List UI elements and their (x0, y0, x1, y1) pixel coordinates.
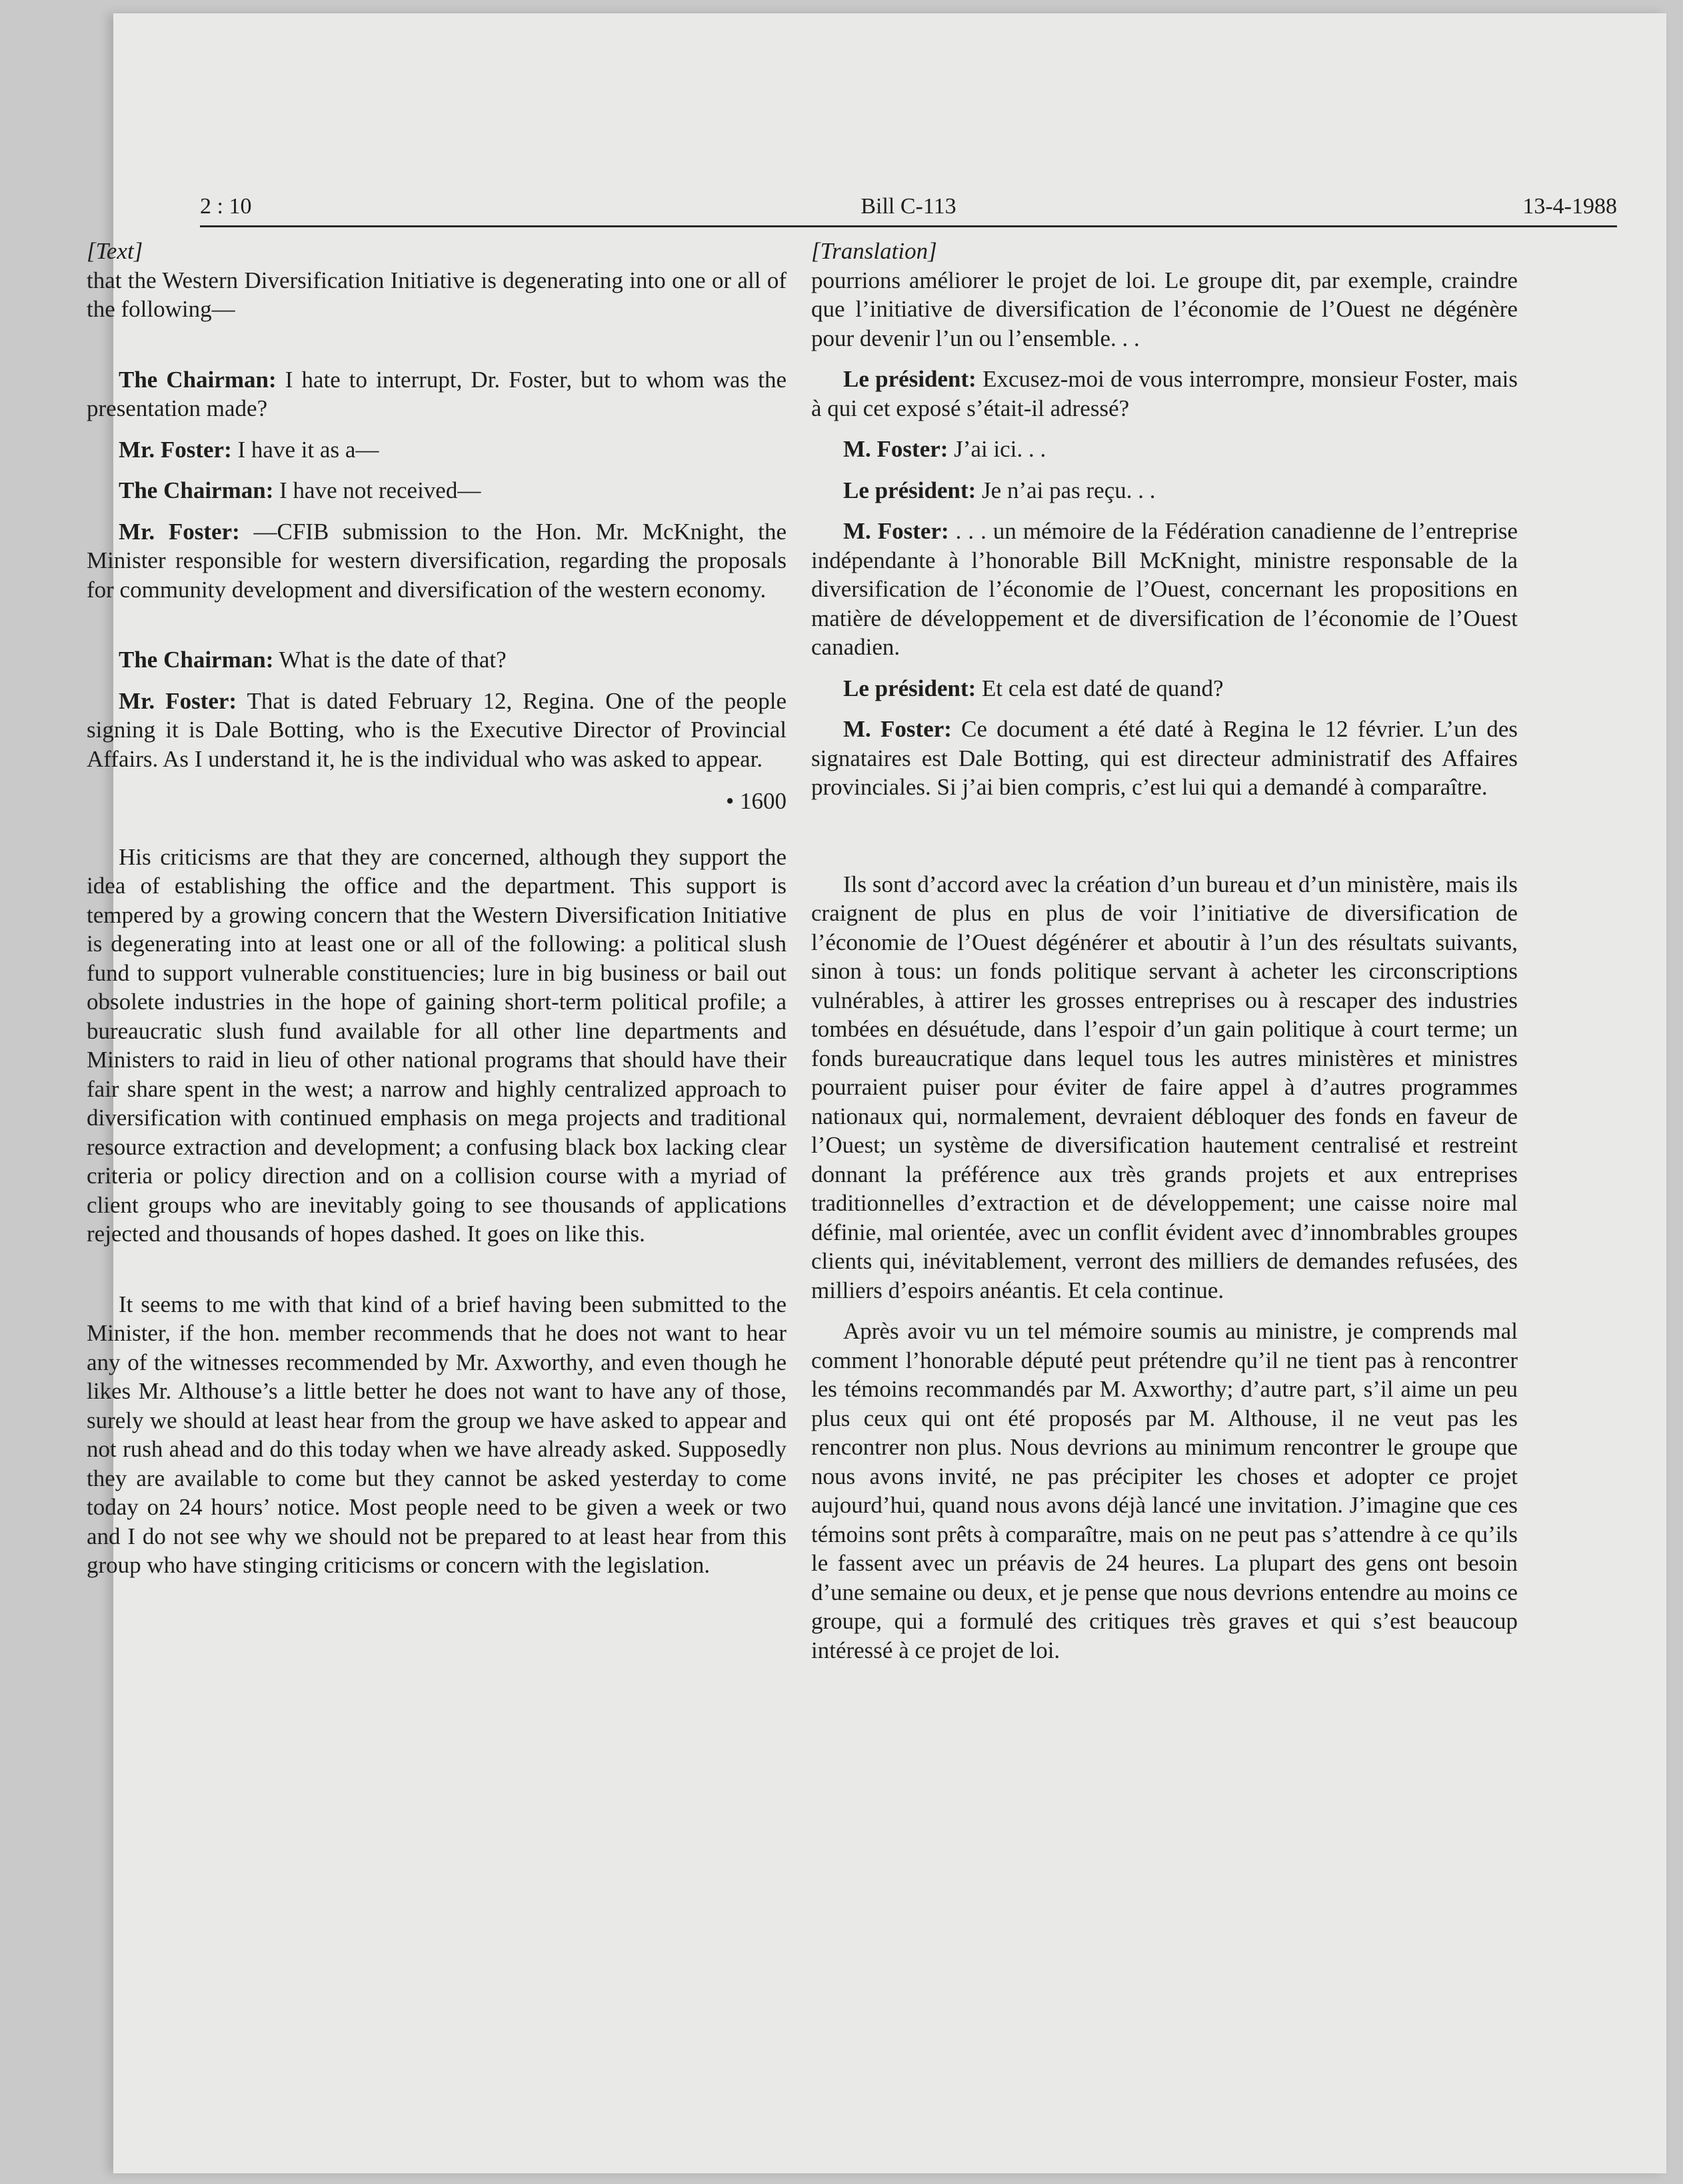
paragraph (87, 435, 787, 465)
paragraph: Après avoir vu un tel mémoire soumis au ministre, je comprends mal comment l’honorable député peut prétendre qu’il ne tient pas à rencontrer les témoins recommandés par M. Axworthy; d’autre part, s’il aime un peu plus ceux qui ont été proposés par M. Althouse, il ne veut pas les rencontrer non plus. Nous devrions au minimum rencontrer le groupe que nous avons invité, ne pas précipiter les choses et adopter ce projet aujourd’hui, quand nous avons déjà lancé une invitation. J’imagine que ces témoins sont prêts à comparaître, mais on ne peut pas s’attendre à ce qu’ils le fassent avec un préavis de 24 heures. La plupart des gens ont besoin d’une semaine ou deux, et je pense que nous devrions entendre au moins ce groupe, qui a formulé des critiques très graves et qui s’est beaucoup intéressé à ce projet de loi. (811, 1318, 1518, 1663)
speech-text: I hate to interrupt, Dr. Foster, but to whom was the presentation made? (87, 366, 787, 421)
page-header (200, 183, 1617, 223)
speech-text: What is the date of that? (273, 647, 507, 673)
speaker-name: The Chairman: (119, 366, 277, 393)
speech-text: I have it as a— (231, 436, 379, 463)
speaker-name: Mr. Foster: (119, 687, 237, 714)
speech-text: Ce document a été daté à Regina le 12 février. L’un des signataires est Dale Botting, qui est directeur administratif des Affaires provinciales. Si j’ai bien compris, c’est lui qui a demandé à comparaître. (811, 716, 1518, 800)
speaker-name: M. Foster: (843, 716, 952, 742)
paragraph (87, 645, 787, 675)
timestamp: • 1600 (725, 788, 787, 814)
speaker-name: Le président: (843, 366, 976, 392)
paragraph: His criticisms are that they are concerned, although they support the idea of establishing the office and the department. This support is tempered by a growing concern that the Western Diversification Initiative is degenerating into at least one or all of the following: a political slush fund to support vulnerable constituencies; lure in big business or bail out obsolete industries in the hope of gaining short-term political profile; a bureaucratic slush fund available for all other line departments and Ministers to raid in lieu of other national programs that should have their fair share spent in the west; a narrow and highly centralized approach to diversification with continued emphasis on mega projects and traditional resource extraction and development; a confusing black box lacking clear criteria or policy direction and on a collision course with a myriad of client groups who are inevitably going to see thousands of applications rejected and thousands of hopes dashed. It goes on like this. (87, 843, 787, 1247)
paragraph (811, 674, 1518, 703)
speaker-name: M. Foster: (843, 518, 949, 544)
header-date: 13-4-1988 (1522, 194, 1617, 219)
paragraph (811, 476, 1518, 505)
speech-text: —CFIB submission to the Hon. Mr. McKnight, the Minister responsible for western diversification, regarding the proposals for community development and diversification of the western economy. (87, 518, 787, 603)
paragraph (87, 365, 787, 423)
paragraph: It seems to me with that kind of a brief having been submitted to the Minister, if the hon. member recommends that he does not want to hear any of the witnesses recommended by Mr. Axworthy, and even though he likes Mr. Althouse’s a little better he does not want to have any of those, surely we should at least hear from the group we have asked to appear and not rush ahead and do this today when we have already asked. Supposedly they are available to come but they cannot be asked yesterday to come today on 24 hours’ notice. Most people need to be given a week or two and I do not see why we should not be prepared to at least hear from this group who have stinging criticisms or concern with the legislation. (87, 1291, 787, 1578)
speaker-name: Mr. Foster: (119, 436, 232, 463)
speaker-name: M. Foster: (843, 436, 948, 462)
speaker-name: Le président: (843, 675, 976, 701)
speaker-name: Le président: (843, 477, 976, 503)
english-column (87, 237, 787, 1580)
french-column (811, 237, 1518, 1665)
speech-text: J’ai ici. . . (948, 436, 1046, 462)
paragraph (87, 476, 787, 505)
paragraph (811, 435, 1518, 464)
paragraph: that the Western Diversification Initiative is degenerating into one or all of the following— (87, 267, 787, 322)
speech-text: I have not received— (273, 477, 481, 503)
bill-title: Bill C-113 (860, 194, 956, 219)
language-label: [Translation] (811, 238, 937, 264)
page-number: 2 : 10 (200, 194, 252, 219)
paragraph (811, 517, 1518, 662)
speech-text: Excusez-moi de vous interrompre, monsieur Foster, mais à qui cet exposé s’était-il adressé? (811, 366, 1518, 421)
paragraph: pourrions améliorer le projet de loi. Le groupe dit, par exemple, craindre que l’initiative de diversification de l’économie de l’Ouest ne dégénère pour devenir l’un ou l’ensemble. . . (811, 267, 1518, 351)
speaker-name: Mr. Foster: (119, 518, 240, 545)
paragraph (87, 517, 787, 605)
speech-text: Et cela est daté de quand? (976, 675, 1224, 701)
paragraph (811, 365, 1518, 423)
speaker-name: The Chairman: (119, 477, 274, 503)
paragraph (811, 715, 1518, 802)
language-label: [Text] (87, 238, 143, 264)
paragraph: Ils sont d’accord avec la création d’un bureau et d’un ministère, mais ils craignent de plus en plus de voir l’initiative de diversification de l’économie de l’Ouest dégénérer et aboutir à l’un des résultats suivants, sinon à tous: un fonds politique servant à acheter les circonscriptions vulnérables, à attirer les grosses entreprises ou à rescaper des industries tombées en désuétude, dans l’espoir d’un gain politique à court terme; un fonds bureaucratique dans lequel tous les autres ministères et ministres pourraient puiser pour éviter de faire appel à d’autres programmes nationaux qui, normalement, devraient débloquer des fonds en faveur de l’Ouest; un système de diversification hautement centralisé et restreint donnant la préférence aux très grands projets et aux entreprises traditionnelles d’extraction et de développement; une caisse noire mal définie, mal orientée, avec un conflit évident avec d’innombrables groupes clients qui, inévitablement, verront des milliers de demandes refusées, des milliers d’espoirs anéantis. Et cela continue. (811, 871, 1518, 1303)
speaker-name: The Chairman: (119, 647, 274, 673)
speech-text: . . . un mémoire de la Fédération canadienne de l’entreprise indépendante à l’honorable Bill McKnight, ministre responsable de la diversification de l’économie de l’Ouest, concernant les propositions en matière de développement et de diversification de l’économie de l’Ouest canadien. (811, 518, 1518, 660)
speech-text: Je n’ai pas reçu. . . (976, 477, 1156, 503)
speech-text: That is dated February 12, Regina. One of the people signing it is Dale Botting, who is the Executive Director of Provincial Affairs. As I understand it, he is the individual who was asked to appear. (87, 687, 787, 772)
header-rule (200, 225, 1617, 227)
paragraph (87, 687, 787, 774)
